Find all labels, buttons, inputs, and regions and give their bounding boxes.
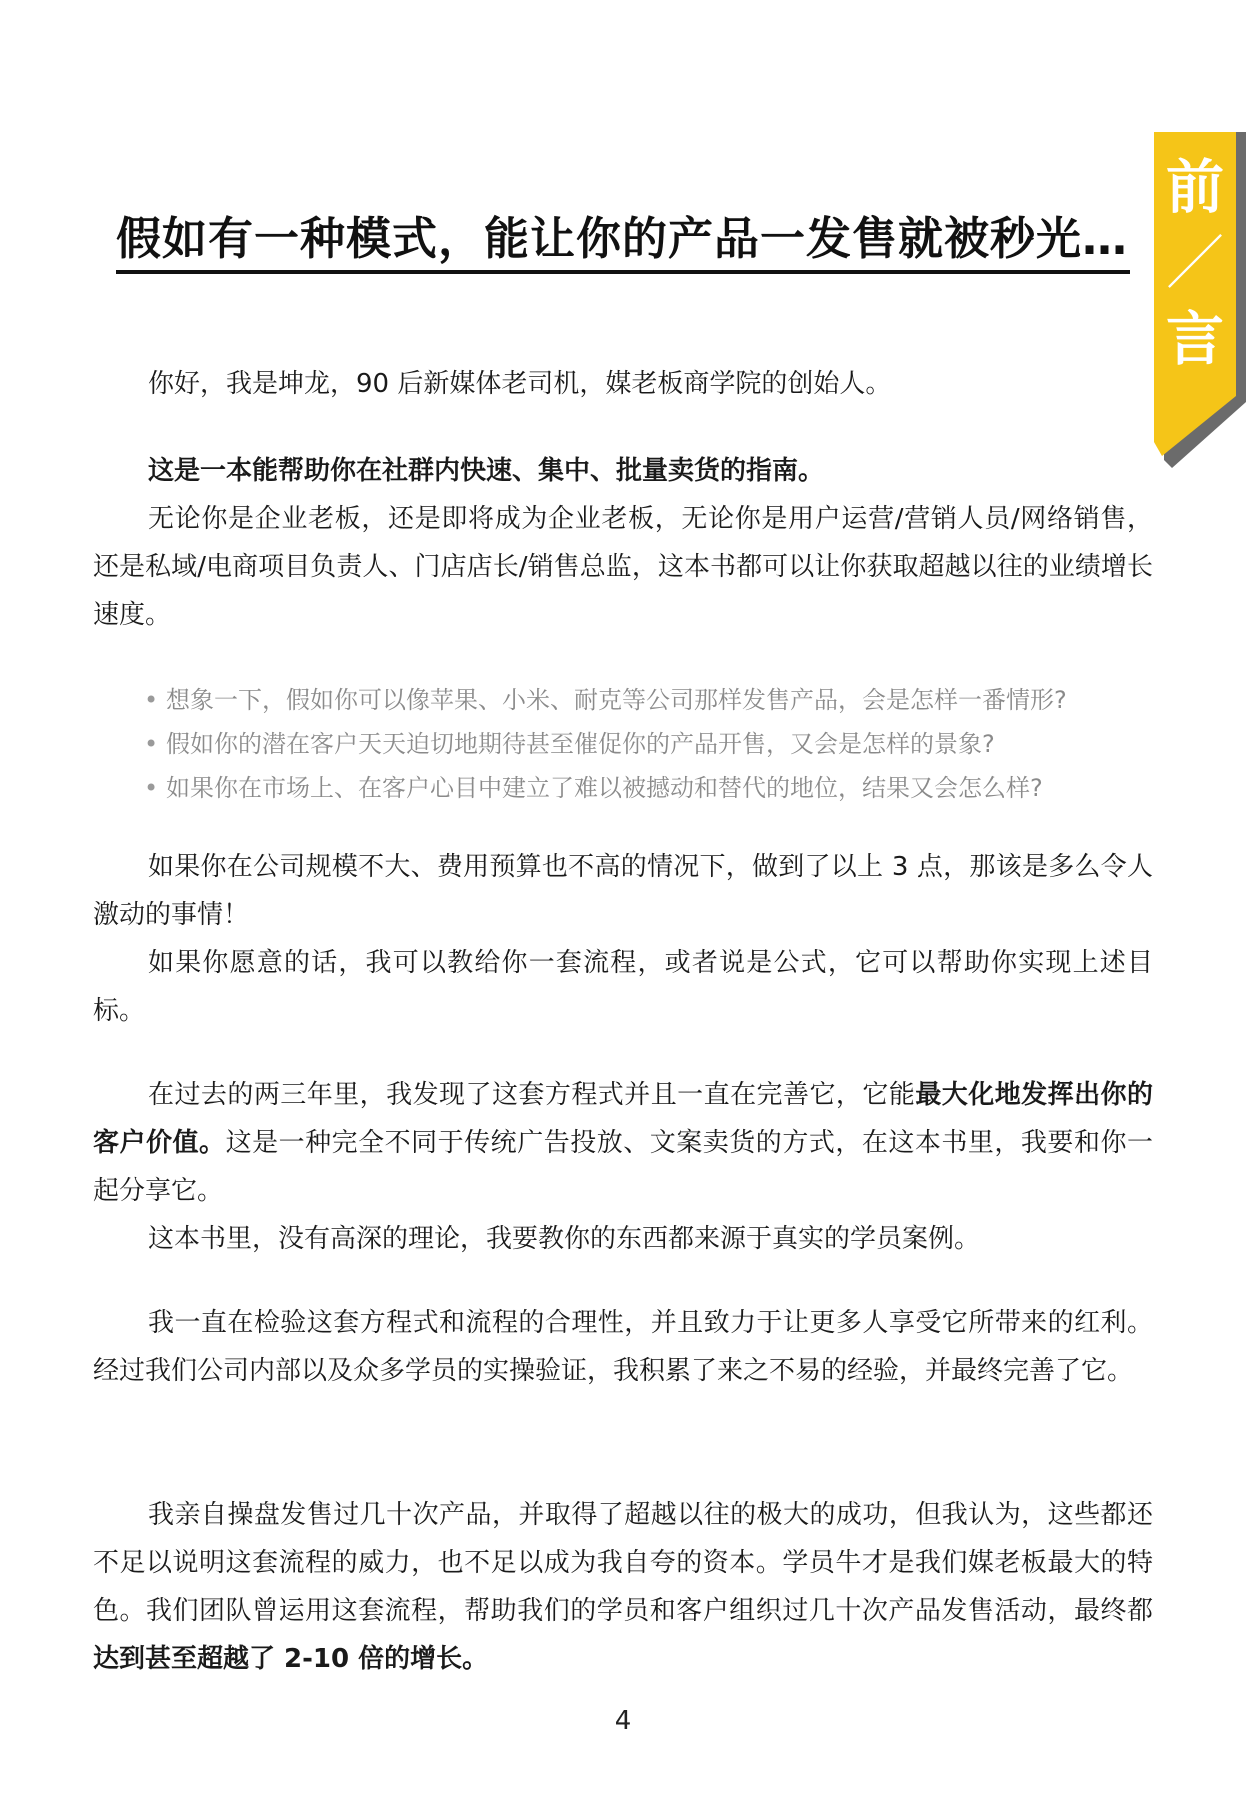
ribbon-char-yan: 言	[1165, 305, 1224, 373]
bullet-dot: •	[144, 730, 159, 758]
ribbon-char-slash: ／	[1165, 229, 1224, 297]
page-title: 假如有一种模式，能让你的产品一发售就被秒光…	[116, 212, 1129, 265]
text-span: 在过去的两三年里，我发现了这套方程式并且一直在完善它，它能	[148, 1080, 916, 1110]
paragraph-results	[93, 1491, 1153, 1683]
text-span: 我亲自操盘发售过几十次产品，并取得了超越以往的极大的成功，但我认为，这些都还不足以说明这套流程的威力，也不足以成为我自夸的资本。学员牛才是我们媒老板最大的特色。我们团队曾运用这套流程，帮助我们的学员和客户组织过几十次产品发售活动，最终都	[93, 1500, 1153, 1626]
paragraph-audience: 无论你是企业老板，还是即将成为企业老板，无论你是用户运营/营销人员/网络销售，还是私域/电商项目负责人、门店店长/销售总监，这本书都可以让你获取超越以往的业绩增长速度。	[93, 504, 1153, 630]
text-span-bold: 达到甚至超越了 2-10 倍的增长。	[93, 1644, 489, 1674]
paragraph-intro: 你好，我是坤龙，90 后新媒体老司机，媒老板商学院的创始人。	[148, 369, 892, 399]
ribbon-char-qian: 前	[1165, 153, 1224, 221]
section-ribbon	[1154, 132, 1246, 468]
list-item	[144, 722, 1144, 766]
page-number: 4	[614, 1706, 632, 1736]
bullet-text: 如果你在市场上、在客户心目中建立了难以被撼动和替代的地位，结果又会怎么样?	[166, 774, 1043, 802]
bullet-text: 假如你的潜在客户天天迫切地期待甚至催促你的产品开售，又会是怎样的景象?	[166, 730, 995, 758]
text-span-bold: 最大化地发挥出你的客户价值。	[93, 1080, 1153, 1158]
list-item	[144, 766, 1144, 810]
text-span: 这是一种完全不同于传统广告投放、文案卖货的方式，在这本书里，我要和你一起分享它。	[93, 1128, 1153, 1206]
list-item	[144, 678, 1144, 722]
title-underline	[116, 270, 1130, 274]
paragraph-offer: 如果你愿意的话，我可以教给你一套流程，或者说是公式，它可以帮助你实现上述目标。	[93, 948, 1153, 1026]
paragraph-validation: 我一直在检验这套方程式和流程的合理性，并且致力于让更多人享受它所带来的红利。经过我们公司内部以及众多学员的实操验证，我积累了来之不易的经验，并最终完善了它。	[93, 1308, 1153, 1386]
bullet-text: 想象一下，假如你可以像苹果、小米、耐克等公司那样发售产品，会是怎样一番情形?	[166, 686, 1067, 714]
paragraph-guide-headline: 这是一本能帮助你在社群内快速、集中、批量卖货的指南。	[148, 456, 825, 486]
bullet-dot: •	[144, 774, 159, 802]
paragraph-discovery	[93, 1071, 1153, 1215]
paragraph-excitement: 如果你在公司规模不大、费用预算也不高的情况下，做到了以上 3 点，那该是多么令人激动的事情！	[93, 852, 1153, 930]
bullet-dot: •	[144, 686, 159, 714]
paragraph-no-theory: 这本书里，没有高深的理论，我要教你的东西都来源于真实的学员案例。	[148, 1224, 981, 1254]
